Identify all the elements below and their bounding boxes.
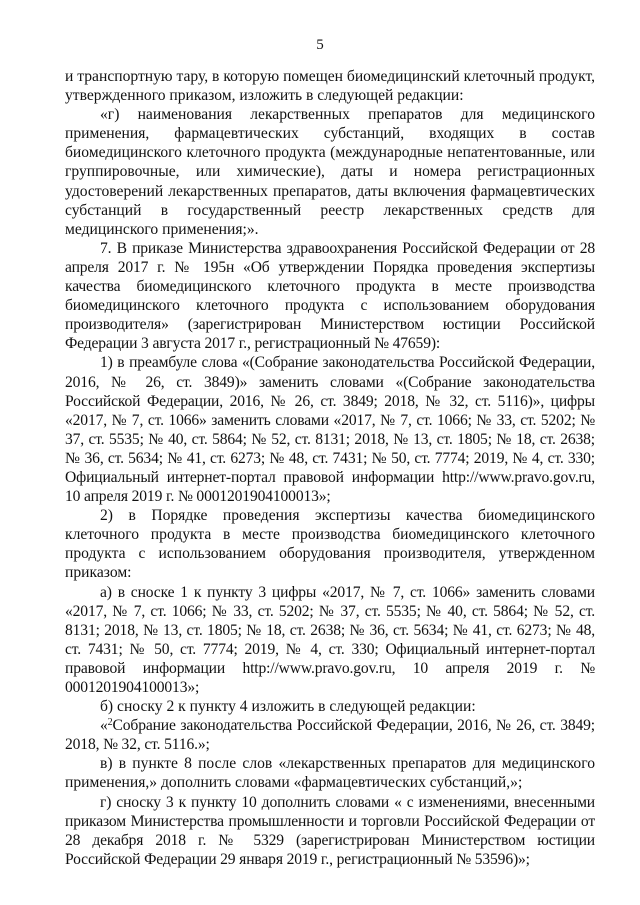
paragraph-item-2-procedure: 2) в Порядке проведения экспертизы качества биомедицинского клеточного продукта в месте производства биомедицинского клеточного продукта с использованием оборудования производителя, утвержденном приказом: <box>65 507 595 582</box>
paragraph-item-g-footnote-3: г) сноску 3 к пункту 10 дополнить словами « с изменениями, внесенными приказом Министерства промышленности и торговли Российской Федерации от 28 декабря 2018 г. № 5329 (зарегистрирован Министерством юстиции Российской Федерации 29 января 2019 г., регистрационный № 53596)»; <box>65 793 595 868</box>
paragraph-item-b-footnote-2: б) сноску 2 к пункту 4 изложить в следующей редакции: <box>100 698 476 716</box>
paragraph-section-7-order-195n: 7. В приказе Министерства здравоохранения Российской Федерации от 28 апреля 2017 г. № 195н «Об утверждении Порядка проведения экспертизы качества биомедицинского клеточного продукта в месте производства биомедицинского клеточного продукта с использованием оборудования производителя» (зарегистрирован Министерством юстиции Российской Федерации 3 августа 2017 г., регистрационный № 47659): <box>65 239 595 353</box>
footnote-2-body: Собрание законодательства Российской Федерации, 2016, № 26, ст. 3849; 2018, № 32, ст. 5116.»; <box>65 717 595 754</box>
page-number: 5 <box>316 37 324 53</box>
document-body <box>65 67 595 869</box>
paragraph-item-v-point-8: в) в пункте 8 после слов «лекарственных препаратов для медицинского применения,» дополнить словами «фармацевтических субстанций,»; <box>65 755 595 792</box>
paragraph-item-g-names: «г) наименования лекарственных препаратов для медицинского применения, фармацевтических субстанций, входящих в состав биомедицинского клеточного продукта (международные непатентованные, или группировочные, или химические), даты и номера регистрационных удостоверений лекарственных препаратов, даты включения фармацевтических субстанций в государственный реестр лекарственных средств для медицинского применения;». <box>65 106 595 238</box>
paragraph-footnote-2-text <box>65 716 595 754</box>
footnote-marker: 2 <box>107 717 113 729</box>
paragraph-item-1-preamble: 1) в преамбуле слова «(Собрание законодательства Российской Федерации, 2016, № 26, ст. 3849)» заменить словами «(Собрание законодательства Российской Федерации, 2016, № 26, ст. 3849; 2018, № 32, ст. 5116)», цифры «2017, № 7, ст. 1066» заменить словами «2017, № 7, ст. 1066; № 33, ст. 5202; № 37, ст. 5535; № 40, ст. 5864; № 52, ст. 8131; 2018, № 13, ст. 1805; № 18, ст. 2638; № 36, ст. 5634; № 41, ст. 6273; № 48, ст. 7431; № 50, ст. 7774; 2019, № 4, ст. 330; Официальный интернет-портал правовой информации http://www.pravo.gov.ru, 10 апреля 2019 г. № 0001201904100013»; <box>65 354 595 506</box>
quote-open: « <box>100 717 108 735</box>
paragraph-item-a-footnote-1: а) в сноске 1 к пункту 3 цифры «2017, № 7, ст. 1066» заменить словами «2017, № 7, ст. 1066; № 33, ст. 5202; № 37, ст. 5535; № 40, ст. 5864; № 52, ст. 8131; 2018, № 13, ст. 1805; № 18, ст. 2638; № 36, ст. 5634; № 41, ст. 6273; № 48, ст. 7431; № 50, ст. 7774; 2019, № 4, ст. 330; Официальный интернет-портал правовой информации http://www.pravo.gov.ru, 10 апреля 2019 г. № 0001201904100013»; <box>65 583 595 696</box>
paragraph-tare-continuation: и транспортную тару, в которую помещен биомедицинский клеточный продукт, утвержденного приказом, изложить в следующей редакции: <box>65 68 595 105</box>
